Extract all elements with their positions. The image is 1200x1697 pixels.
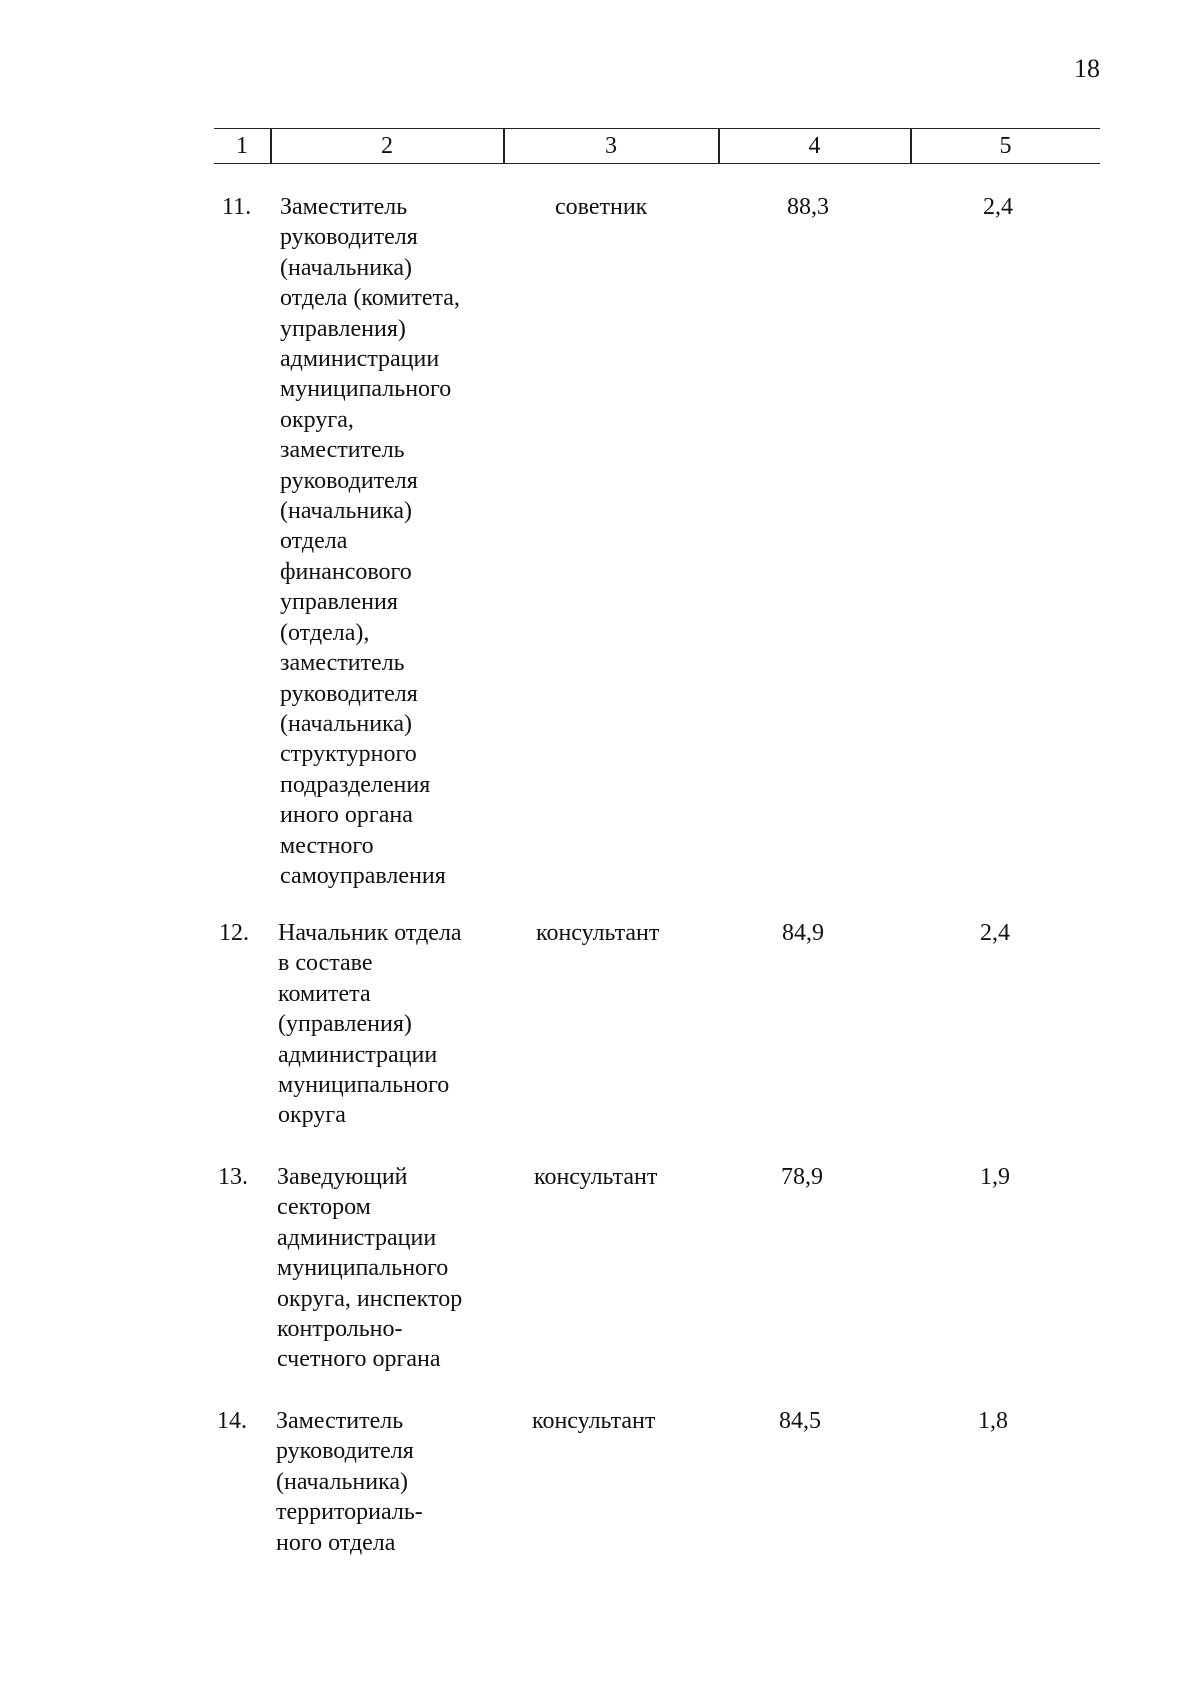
- header-col-4: 4: [808, 133, 821, 159]
- allowance-value: 2,4: [980, 920, 1010, 946]
- class-rank: консультант: [536, 920, 660, 946]
- header-col-2: 2: [381, 133, 393, 159]
- position-title: Начальник отдела в составе комитета (управления) администрации муниципального округа: [278, 920, 462, 1129]
- position-title: Заведующий сектором администрации муниципального округа, инспектор контрольно- счетного органа: [277, 1164, 463, 1373]
- allowance-value: 1,9: [980, 1164, 1010, 1190]
- coefficient-value: 78,9: [781, 1164, 823, 1190]
- coefficient-value: 84,9: [782, 920, 824, 946]
- row-number: 14.: [217, 1408, 247, 1434]
- row-number: 11.: [222, 194, 252, 220]
- page-number: 18: [1074, 54, 1100, 83]
- row-number: 13.: [218, 1164, 248, 1190]
- allowance-value: 1,8: [978, 1408, 1008, 1434]
- class-rank: консультант: [532, 1408, 656, 1434]
- header-col-5: 5: [999, 133, 1012, 159]
- coefficient-value: 88,3: [787, 194, 829, 220]
- allowance-value: 2,4: [983, 194, 1013, 220]
- table-header: [214, 128, 1100, 164]
- header-col-3: 3: [605, 133, 617, 159]
- position-title: Заместитель руководителя (начальника) отдела (комитета, управления) администрации муниципального округа, заместитель руководителя (начальника) отдела финансового управления (отдела), заместитель руководителя (начальника) структурного подразделения иного органа местного самоуправления: [280, 194, 460, 889]
- row-number: 12.: [219, 920, 249, 946]
- position-title: Заместитель руководителя (начальника) территориаль- ного отдела: [276, 1408, 423, 1556]
- class-rank: советник: [555, 194, 648, 220]
- header-col-1: 1: [236, 133, 248, 159]
- coefficient-value: 84,5: [779, 1408, 821, 1434]
- class-rank: консультант: [534, 1164, 658, 1190]
